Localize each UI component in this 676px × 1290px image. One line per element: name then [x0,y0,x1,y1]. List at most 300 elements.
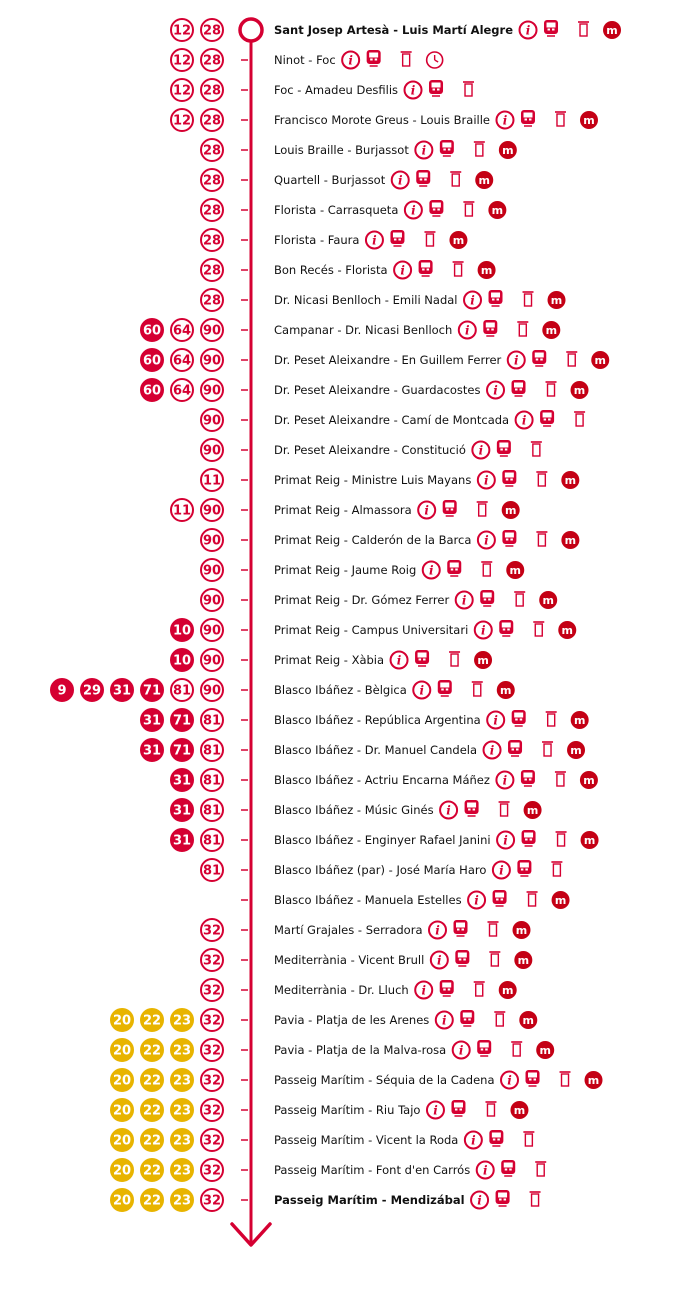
shelter-icon [488,922,499,936]
shelter-icon [536,532,547,546]
stop-row[interactable] [171,769,598,791]
metro-icon [514,951,532,969]
metro-icon [502,501,520,519]
info-icon[interactable] [418,502,435,519]
line-number: 32 [202,983,222,999]
stop-name: Blasco Ibáñez - Actriu Encarna Máñez [274,773,490,787]
svg-text:i: i [400,263,405,278]
info-icon[interactable] [405,202,422,219]
stop-row[interactable] [201,559,524,581]
info-icon[interactable] [487,712,504,729]
line-badge-28[interactable] [201,229,223,251]
line-badge-81[interactable] [201,829,223,851]
info-icon[interactable] [440,802,457,819]
line-badge-28[interactable] [201,109,223,131]
line-badge-90[interactable] [201,349,223,371]
metro-icon [603,21,621,39]
line-badge-32[interactable] [201,1189,223,1211]
line-badge-90[interactable] [201,649,223,671]
stop-row[interactable] [171,19,621,41]
svg-text:i: i [499,863,504,878]
metro-icon [548,291,566,309]
svg-text:m: m [477,654,489,667]
info-icon[interactable] [472,442,489,459]
line-badge-31[interactable] [171,829,193,851]
line-number: 23 [172,1043,192,1059]
info-icon[interactable] [342,52,359,69]
bus-stop-icon [544,20,558,36]
bus-stop-icon [499,620,513,636]
line-badge-28[interactable] [201,139,223,161]
stop-row[interactable] [141,319,560,341]
line-badge-20[interactable] [111,1189,133,1211]
line-badge-90[interactable] [201,409,223,431]
line-badge-90[interactable] [201,679,223,701]
info-icon[interactable] [497,832,514,849]
line-badge-20[interactable] [111,1039,133,1061]
line-badge-12[interactable] [171,49,193,71]
line-badge-32[interactable] [201,1159,223,1181]
info-icon[interactable] [496,772,513,789]
origin-stop-marker [240,19,262,41]
bus-stop-icon [454,920,468,936]
info-icon[interactable] [429,922,446,939]
line-number: 23 [172,1133,192,1149]
info-icon[interactable] [468,892,485,909]
svg-text:i: i [471,1133,476,1148]
bus-stop-icon [455,950,469,966]
line-badge-28[interactable] [201,19,223,41]
line-number: 28 [202,23,222,39]
info-icon[interactable] [477,1162,494,1179]
info-icon[interactable] [501,1072,518,1089]
line-number: 28 [202,83,222,99]
line-badge-32[interactable] [201,1039,223,1061]
shelter-icon [449,652,460,666]
stop-row[interactable] [141,739,585,761]
shelter-icon [489,952,500,966]
stop-row[interactable] [201,469,579,491]
svg-text:m: m [504,504,517,517]
svg-text:m: m [522,1014,535,1027]
line-badge-81[interactable] [201,769,223,791]
svg-text:i: i [424,503,429,518]
shelter-icon [530,1192,541,1206]
line-badge-32[interactable] [201,1069,223,1091]
svg-text:m: m [542,594,554,607]
line-badge-81[interactable] [201,739,223,761]
shelter-icon [463,202,474,216]
metro-icon [558,621,576,639]
line-badge-20[interactable] [111,1159,133,1181]
line-badge-23[interactable] [171,1129,193,1151]
line-badge-28[interactable] [201,169,223,191]
line-number: 31 [142,713,162,729]
stop-name: Blasco Ibáñez (par) - José María Haro [274,863,487,877]
line-number: 81 [202,713,222,729]
stop-row[interactable] [201,139,517,161]
line-badge-60[interactable] [141,349,163,371]
line-number: 71 [142,683,162,699]
line-badge-23[interactable] [171,1099,193,1121]
line-badge-12[interactable] [171,19,193,41]
info-icon[interactable] [516,412,533,429]
bus-stop-icon [501,1160,515,1176]
svg-text:m: m [573,384,586,397]
line-number: 20 [112,1073,132,1089]
stop-row[interactable] [111,1039,554,1061]
bus-stop-icon [416,170,430,186]
stop-name: Florista - Faura [274,233,360,247]
stop-name: Quartell - Burjassot [274,173,386,187]
clock-icon [427,52,443,68]
metro-icon [552,891,570,909]
stop-row[interactable] [201,259,496,281]
info-icon[interactable] [423,562,440,579]
line-number: 22 [142,1073,162,1089]
info-icon[interactable] [520,22,537,39]
svg-text:i: i [442,1013,447,1028]
bus-stop-icon [532,350,546,366]
line-badge-32[interactable] [201,1099,223,1121]
line-badge-22[interactable] [141,1129,163,1151]
info-icon[interactable] [394,262,411,279]
line-badge-23[interactable] [171,1189,193,1211]
info-icon[interactable] [415,142,432,159]
line-badge-90[interactable] [201,319,223,341]
info-icon[interactable] [484,742,501,759]
info-icon[interactable] [465,1132,482,1149]
line-number: 81 [202,833,222,849]
line-badge-32[interactable] [201,1009,223,1031]
stop-row[interactable] [171,649,492,671]
line-badge-28[interactable] [201,199,223,221]
line-badge-31[interactable] [111,679,133,701]
line-number: 32 [202,1043,222,1059]
info-icon[interactable] [496,112,513,129]
line-badge-23[interactable] [171,1039,193,1061]
info-icon[interactable] [392,172,409,189]
stops-list [51,19,621,1211]
line-number: 11 [172,503,192,519]
stop-row[interactable] [111,1099,528,1121]
line-number: 64 [172,353,192,369]
shelter-icon [533,622,544,636]
stop-name: Passeig Marítim - Séquia de la Cadena [274,1073,495,1087]
stop-row[interactable] [201,589,557,611]
stop-name: Blasco Ibáñez - Bèlgica [274,683,407,697]
stop-name: Dr. Nicasi Benlloch - Emili Nadal [274,293,458,307]
stop-row[interactable] [171,619,576,641]
svg-text:m: m [573,714,586,727]
line-badge-90[interactable] [201,559,223,581]
line-badge-11[interactable] [201,469,223,491]
shelter-icon [463,82,474,96]
line-number: 90 [202,413,222,429]
stop-row[interactable] [111,1009,537,1031]
line-badge-90[interactable] [201,499,223,521]
bus-stop-icon [480,590,494,606]
stop-row[interactable] [201,859,562,881]
bus-stop-icon [440,140,454,156]
line-badge-31[interactable] [171,769,193,791]
line-badge-64[interactable] [171,349,193,371]
line-badge-20[interactable] [111,1099,133,1121]
bus-stop-icon [440,980,454,996]
line-badge-64[interactable] [171,319,193,341]
stop-name: Blasco Ibáñez - República Argentina [274,713,481,727]
line-number: 28 [202,113,222,129]
stop-name: Primat Reig - Calderón de la Barca [274,533,472,547]
svg-text:m: m [515,924,528,937]
line-badge-23[interactable] [171,1159,193,1181]
line-badge-23[interactable] [171,1069,193,1091]
bus-stop-icon [419,260,433,276]
line-number: 28 [202,173,222,189]
line-badge-22[interactable] [141,1039,163,1061]
shelter-icon [424,232,435,246]
bus-stop-icon [443,500,457,516]
line-badge-20[interactable] [111,1069,133,1091]
line-number: 71 [172,743,192,759]
svg-text:i: i [507,1073,512,1088]
stop-name: Dr. Peset Aleixandre - En Guillem Ferrer [274,353,502,367]
stop-row[interactable] [201,289,566,311]
metro-icon [488,201,506,219]
line-number: 20 [112,1013,132,1029]
svg-text:m: m [564,534,577,547]
line-badge-81[interactable] [201,859,223,881]
stop-row[interactable] [201,229,467,251]
stop-name: Dr. Peset Aleixandre - Guardacostes [274,383,481,397]
info-icon[interactable] [456,592,473,609]
stop-row[interactable] [141,379,589,401]
bus-stop-icon [512,710,526,726]
line-number: 81 [202,773,222,789]
shelter-icon [477,502,488,516]
stop-row[interactable] [201,979,517,1001]
line-badge-28[interactable] [201,49,223,71]
metro-icon [571,711,589,729]
line-badge-90[interactable] [201,529,223,551]
info-icon[interactable] [436,1012,453,1029]
stop-name: Blasco Ibáñez - Dr. Manuel Candela [274,743,478,757]
line-badge-60[interactable] [141,379,163,401]
stop-row[interactable] [141,349,609,371]
stop-name: Florista - Carrasqueta [274,203,399,217]
info-icon[interactable] [427,1102,444,1119]
metro-icon [567,741,585,759]
line-badge-81[interactable] [201,799,223,821]
info-icon[interactable] [464,292,481,309]
line-badge-31[interactable] [141,739,163,761]
info-icon[interactable] [487,382,504,399]
info-icon[interactable] [459,322,476,339]
svg-text:i: i [521,413,527,428]
stop-name: Bon Recés - Florista [274,263,388,277]
line-badge-10[interactable] [171,619,193,641]
line-badge-22[interactable] [141,1189,163,1211]
line-number: 81 [172,683,192,699]
svg-text:m: m [513,1104,526,1117]
line-badge-90[interactable] [201,589,223,611]
stop-row[interactable] [171,799,542,821]
line-number: 28 [202,263,222,279]
line-badge-22[interactable] [141,1069,163,1091]
stop-row[interactable] [201,529,579,551]
shelter-icon [481,562,492,576]
metro-icon [561,471,579,489]
line-badge-71[interactable] [171,739,193,761]
info-icon[interactable] [391,652,408,669]
stop-row[interactable] [111,1189,541,1211]
stop-row[interactable] [171,79,474,101]
line-badge-90[interactable] [201,619,223,641]
svg-text:m: m [517,954,530,967]
shelter-icon [517,322,528,336]
line-number: 64 [172,383,192,399]
line-badge-11[interactable] [171,499,193,521]
line-badge-28[interactable] [201,289,223,311]
line-badge-22[interactable] [141,1159,163,1181]
line-number: 90 [202,323,222,339]
stop-name: Blasco Ibáñez - Enginyer Rafael Janini [274,833,491,847]
metro-icon [571,381,589,399]
shelter-icon [474,982,485,996]
stop-row[interactable] [171,109,598,131]
shelter-icon [494,1012,505,1026]
line-badge-60[interactable] [141,319,163,341]
svg-text:i: i [480,623,486,638]
svg-text:m: m [539,1044,551,1057]
info-icon[interactable] [478,472,495,489]
line-badge-71[interactable] [141,679,163,701]
line-badge-12[interactable] [171,79,193,101]
line-number: 90 [202,683,222,699]
line-badge-32[interactable] [201,979,223,1001]
line-badge-23[interactable] [171,1009,193,1031]
info-icon[interactable] [453,1042,470,1059]
shelter-icon [556,832,567,846]
stop-row[interactable] [201,199,506,221]
shelter-icon [453,262,464,276]
stop-row[interactable] [111,1069,603,1091]
stop-row[interactable] [111,1159,546,1181]
line-badge-32[interactable] [201,919,223,941]
line-badge-31[interactable] [171,799,193,821]
svg-text:m: m [491,204,504,217]
svg-text:m: m [501,984,514,997]
line-badge-22[interactable] [141,1099,163,1121]
stop-row[interactable] [201,169,493,191]
line-number: 22 [142,1013,162,1029]
svg-text:i: i [465,323,470,338]
stop-name: Primat Reig - Campus Universitari [274,623,469,637]
line-badge-81[interactable] [201,709,223,731]
stop-row[interactable] [241,890,570,909]
svg-text:i: i [446,803,451,818]
info-icon[interactable] [471,1192,488,1209]
line-badge-31[interactable] [141,709,163,731]
info-icon[interactable] [405,82,422,99]
stop-row[interactable] [111,1129,534,1151]
line-number: 32 [202,953,222,969]
line-badge-71[interactable] [171,709,193,731]
svg-text:m: m [587,1074,600,1087]
stop-row[interactable] [171,49,443,71]
info-icon[interactable] [415,982,432,999]
info-icon[interactable] [478,532,495,549]
metro-icon [585,1071,603,1089]
line-number: 90 [202,533,222,549]
line-badge-28[interactable] [201,79,223,101]
line-badge-90[interactable] [201,439,223,461]
stop-row[interactable] [171,499,520,521]
line-number: 23 [172,1193,192,1209]
line-badge-29[interactable] [81,679,103,701]
stop-row[interactable] [141,709,589,731]
line-number: 90 [202,503,222,519]
shelter-icon [546,712,557,726]
line-number: 22 [142,1193,162,1209]
bus-stop-icon [438,680,452,696]
bus-stop-icon [493,890,507,906]
line-number: 22 [142,1133,162,1149]
bus-stop-icon [465,800,479,816]
shelter-icon [551,862,562,876]
stop-row[interactable] [171,829,599,851]
line-badge-28[interactable] [201,259,223,281]
info-icon[interactable] [366,232,383,249]
svg-text:i: i [372,233,377,248]
svg-text:i: i [461,593,467,608]
stop-row[interactable] [201,409,585,431]
metro-icon [580,111,598,129]
svg-text:i: i [493,713,498,728]
line-number: 28 [202,293,222,309]
shelter-icon [474,142,485,156]
line-badge-20[interactable] [111,1129,133,1151]
line-badge-20[interactable] [111,1009,133,1031]
line-number: 32 [202,1163,222,1179]
line-number: 29 [82,683,102,699]
stop-name: Mediterrània - Dr. Lluch [274,983,409,997]
line-badge-90[interactable] [201,379,223,401]
line-badge-9[interactable] [51,679,73,701]
stop-name: Blasco Ibáñez - Músic Ginés [274,803,434,817]
metro-icon [497,681,515,699]
info-icon[interactable] [431,952,448,969]
svg-text:m: m [526,804,539,817]
bus-stop-icon [508,740,522,756]
metro-icon [542,321,560,339]
info-icon[interactable] [493,862,510,879]
stop-row[interactable] [51,679,515,701]
line-badge-32[interactable] [201,949,223,971]
line-badge-10[interactable] [171,649,193,671]
line-badge-22[interactable] [141,1009,163,1031]
line-number: 23 [172,1013,192,1029]
line-badge-32[interactable] [201,1129,223,1151]
info-icon[interactable] [508,352,525,369]
shelter-icon [450,172,461,186]
line-badge-81[interactable] [171,679,193,701]
line-number: 32 [202,1073,222,1089]
line-badge-64[interactable] [171,379,193,401]
line-badge-12[interactable] [171,109,193,131]
info-icon[interactable] [413,682,430,699]
info-icon[interactable] [475,622,492,639]
